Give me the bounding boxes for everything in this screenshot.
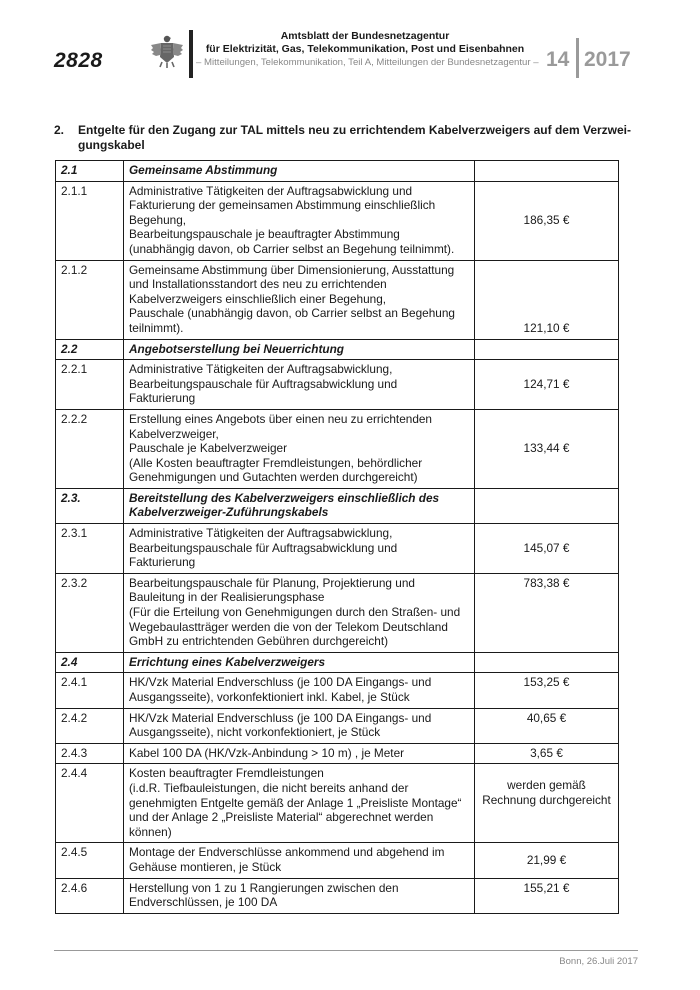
description-line: teilnimmt).: [129, 320, 184, 335]
description-line: Pauschale (unabhängig davon, ob Carrier selbst an Begehung: [129, 306, 455, 321]
description-line: Angebotserstellung bei Neuerrichtung: [129, 341, 344, 356]
price-cell: [475, 488, 619, 523]
description-line: Bearbeitungspauschale für Planung, Projektierung und: [129, 575, 415, 590]
position-number: 2.4.3: [56, 743, 124, 764]
section-title: [78, 123, 638, 153]
page-number: 2828: [54, 49, 103, 72]
description-line: Gemeinsame Abstimmung: [129, 163, 278, 177]
table-row: [56, 573, 619, 652]
description-cell: [124, 161, 475, 182]
description-cell: [124, 360, 475, 410]
footer-divider: [54, 950, 638, 951]
description-line: Kosten beauftragter Fremdleistungen: [129, 766, 324, 781]
description-line: Herstellung von 1 zu 1 Rangierungen zwischen den: [129, 880, 399, 895]
description-line: Bearbeitungspauschale für Auftragsabwicklung und: [129, 376, 398, 391]
gazette-title-line: Amtsblatt der Bundesnetzagentur: [280, 30, 450, 42]
description-line: Kabel 100 DA (HK/Vzk-Anbindung > 10 m) , je Meter: [129, 745, 405, 760]
price-cell: 133,44 €: [475, 409, 619, 488]
description-line: Bauleitung in der Realisierungsphase: [129, 590, 325, 605]
position-number: 2.3.1: [56, 524, 124, 574]
price-line: Rechnung durchgereicht: [482, 792, 611, 807]
description-line: und der Anlage 2 „Preisliste Material“ abgerechnet werden: [129, 810, 434, 825]
description-cell: [124, 708, 475, 743]
description-line: Genehmigungen und Gutachten werden durchgereicht): [129, 470, 418, 485]
description-cell: [124, 878, 475, 913]
position-number: 2.1.1: [56, 181, 124, 260]
description-line: Gehäuse montieren, je Stück: [129, 859, 282, 874]
position-number: 2.4.2: [56, 708, 124, 743]
price-cell: 3,65 €: [475, 743, 619, 764]
description-line: Wegebaulastträger werden die von der Telekom Deutschland: [129, 619, 448, 634]
price-cell: 155,21 €: [475, 878, 619, 913]
position-number: 2.2.1: [56, 360, 124, 410]
description-cell: [124, 673, 475, 708]
table-group-row: [56, 161, 619, 182]
description-cell: [124, 843, 475, 878]
description-line: Endverschlüssen, je 100 DA: [129, 895, 278, 910]
price-cell: [475, 339, 619, 360]
price-cell: 21,99 €: [475, 843, 619, 878]
table-row: [56, 181, 619, 260]
description-line: und Installationsstandort des neu zu errichtenden: [129, 277, 387, 292]
description-line: Administrative Tätigkeiten der Auftragsabwicklung und: [129, 183, 413, 198]
description-cell: [124, 339, 475, 360]
description-line: (unabhängig davon, ob Carrier selbst an Begehung teilnimmt).: [129, 241, 455, 256]
table-row: [56, 673, 619, 708]
table-row: [56, 708, 619, 743]
description-line: Begehung,: [129, 212, 187, 227]
price-cell: [475, 652, 619, 673]
description-line: genehmigten Entgelte gemäß der Anlage 1 „Preisliste Montage“: [129, 795, 462, 810]
position-number: 2.2.2: [56, 409, 124, 488]
fee-table: [55, 160, 619, 914]
position-number: 2.4.5: [56, 843, 124, 878]
section-heading: [54, 123, 638, 153]
description-cell: [124, 743, 475, 764]
description-line: Errichtung eines Kabelverzweigers: [129, 654, 326, 669]
description-line: Montage der Endverschlüsse ankommend und abgehend im: [129, 845, 445, 860]
description-cell: [124, 260, 475, 339]
position-number: 2.2: [56, 339, 124, 360]
price-cell: 121,10 €: [475, 260, 619, 339]
description-line: Bearbeitungspauschale für Auftragsabwicklung und: [129, 540, 398, 555]
description-line: können): [129, 824, 172, 839]
description-cell: [124, 409, 475, 488]
header-divider: [189, 30, 193, 78]
description-line: (Alle Kosten beauftragter Fremdleistungen, behördlicher: [129, 455, 423, 470]
issue-year: 2017: [584, 48, 631, 71]
description-line: Administrative Tätigkeiten der Auftragsabwicklung,: [129, 362, 393, 377]
issue-divider: [576, 38, 579, 78]
description-line: Kabelverzweiger-Zuführungskabels: [129, 505, 329, 520]
description-cell: [124, 181, 475, 260]
gazette-subtitle: – Mitteilungen, Telekommunikation, Teil A, Mitteilungen der Bundesnetzagentur –: [196, 57, 539, 68]
position-number: 2.4: [56, 652, 124, 673]
description-line: Kabelverzweiger,: [129, 426, 219, 441]
description-line: Ausgangsseite), vorkonfektioniert inkl. Kabel, je Stück: [129, 690, 410, 704]
gazette-title: [200, 30, 530, 56]
price-cell: 40,65 €: [475, 708, 619, 743]
description-cell: [124, 488, 475, 523]
section-title-line: gungskabel: [78, 138, 145, 152]
table-group-row: [56, 652, 619, 673]
table-group-row: [56, 339, 619, 360]
description-cell: [124, 652, 475, 673]
description-cell: [124, 573, 475, 652]
position-number: 2.1.2: [56, 260, 124, 339]
price-cell: 153,25 €: [475, 673, 619, 708]
description-line: Gemeinsame Abstimmung über Dimensionierung, Ausstattung: [129, 262, 455, 277]
description-line: (i.d.R. Tiefbauleistungen, die nicht bereits anhand der: [129, 780, 409, 795]
price-cell: 186,35 €: [475, 181, 619, 260]
table-row: [56, 843, 619, 878]
description-line: HK/Vzk Material Endverschluss (je 100 DA Eingangs- und: [129, 675, 432, 690]
issue-number: 14: [546, 48, 570, 71]
description-cell: [124, 764, 475, 843]
description-line: Pauschale je Kabelverzweiger: [129, 441, 288, 456]
description-line: HK/Vzk Material Endverschluss (je 100 DA Eingangs- und: [129, 710, 432, 725]
description-line: Erstellung eines Angebots über einen neu zu errichtenden: [129, 411, 432, 426]
price-cell: 145,07 €: [475, 524, 619, 574]
description-line: Bereitstellung des Kabelverzweigers einschließlich des: [129, 490, 440, 505]
position-number: 2.3.2: [56, 573, 124, 652]
table-row: [56, 878, 619, 913]
position-number: 2.4.1: [56, 673, 124, 708]
section-title-line: Entgelte für den Zugang zur TAL mittels neu zu errichtendem Kabelverzweigers auf dem Verzwei-: [78, 123, 632, 137]
description-line: Fakturierung der gemeinsamen Abstimmung einschließlich: [129, 198, 436, 213]
footer-date: Bonn, 26.Juli 2017: [559, 956, 638, 967]
position-number: 2.3.: [56, 488, 124, 523]
description-line: Bearbeitungspauschale je beauftragter Abstimmung: [129, 227, 400, 242]
price-line: werden gemäß: [507, 778, 586, 793]
description-line: Fakturierung: [129, 555, 196, 570]
description-line: GmbH zu entrichtenden Gebühren durchgereicht): [129, 634, 389, 649]
price-cell: 783,38 €: [475, 573, 619, 652]
position-number: 2.4.6: [56, 878, 124, 913]
description-line: Kabelverzweigers einschließlich einer Begehung,: [129, 291, 387, 306]
table-group-row: [56, 488, 619, 523]
price-cell: [475, 161, 619, 182]
price-cell: 124,71 €: [475, 360, 619, 410]
section-number: 2.: [54, 123, 65, 137]
description-line: Ausgangsseite), nicht vorkonfektioniert, je Stück: [129, 725, 381, 740]
federal-eagle-icon: [150, 33, 184, 69]
position-number: 2.4.4: [56, 764, 124, 843]
description-cell: [124, 524, 475, 574]
table-row: [56, 409, 619, 488]
table-row: [56, 360, 619, 410]
price-cell: [475, 764, 619, 843]
table-row: [56, 524, 619, 574]
description-line: Fakturierung: [129, 391, 196, 406]
position-number: 2.1: [56, 161, 124, 182]
description-line: (Für die Erteilung von Genehmigungen durch den Straßen- und: [129, 605, 461, 620]
gazette-title-line: für Elektrizität, Gas, Telekommunikation, Post und Eisenbahnen: [205, 43, 525, 55]
table-row: [56, 743, 619, 764]
table-row: [56, 764, 619, 843]
description-line: Administrative Tätigkeiten der Auftragsabwicklung,: [129, 526, 393, 541]
table-row: [56, 260, 619, 339]
